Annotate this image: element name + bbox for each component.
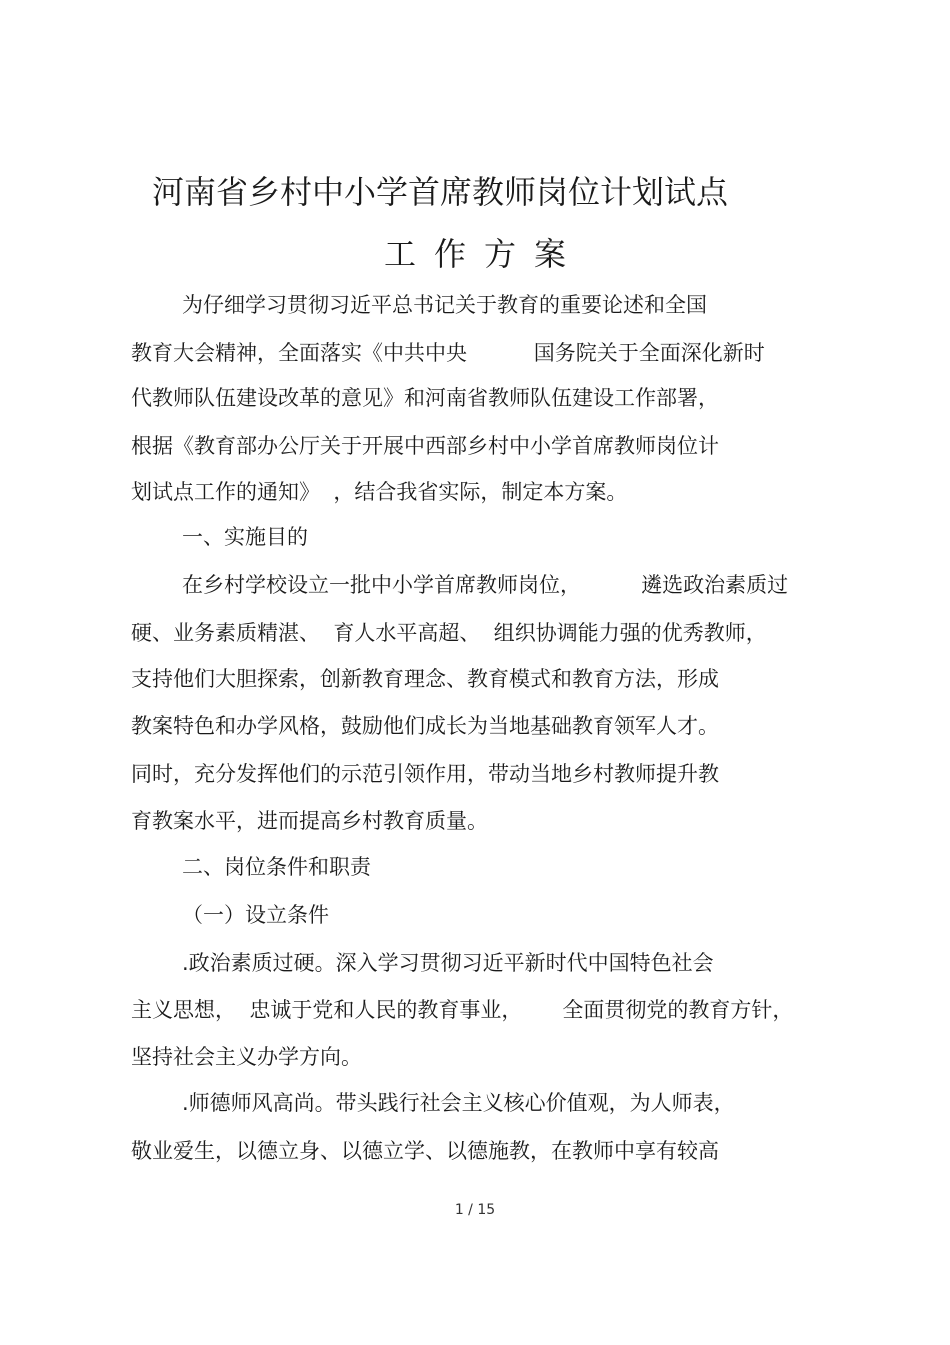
- section-heading: 一、实施目的: [182, 525, 308, 549]
- paragraph-line: .师德师风高尚。带头践行社会主义核心价值观，为人师表，: [182, 1091, 735, 1115]
- paragraph-line: 为仔细学习贯彻习近平总书记关于教育的重要论述和全国: [182, 293, 707, 317]
- paragraph-line: 敬业爱生，以德立身、以德立学、以德施教，在教师中享有较高: [131, 1139, 719, 1163]
- paragraph-line: 教案特色和办学风格，鼓励他们成长为当地基础教育领军人才。: [131, 714, 719, 738]
- section-heading: 二、岗位条件和职责: [182, 855, 371, 879]
- paragraph-line: 主义思想， 忠诚于党和人民的教育事业， 全面贯彻党的教育方针，: [131, 998, 794, 1022]
- document-subtitle: 工作方案: [383, 235, 584, 273]
- document-title: 河南省乡村中小学首席教师岗位计划试点: [152, 173, 729, 211]
- paragraph-line: 代教师队伍建设改革的意见》和河南省教师队伍建设工作部署，: [131, 386, 719, 410]
- paragraph-line: 教育大会精神，全面落实《中共中央 国务院关于全面深化新时: [131, 341, 765, 365]
- paragraph-line: 在乡村学校设立一批中小学首席教师岗位， 遴选政治素质过: [182, 573, 789, 597]
- paragraph-line: .政治素质过硬。深入学习贯彻习近平新时代中国特色社会: [182, 951, 714, 975]
- paragraph-line: 坚持社会主义办学方向。: [131, 1045, 362, 1069]
- page-number: 1 / 15: [454, 1202, 496, 1218]
- paragraph-line: 根据《教育部办公厅关于开展中西部乡村中小学首席教师岗位计: [131, 434, 719, 458]
- paragraph-line: 划试点工作的通知》 ，结合我省实际，制定本方案。: [131, 480, 628, 504]
- subsection-heading: （一）设立条件: [182, 903, 329, 927]
- paragraph-line: 支持他们大胆探索，创新教育理念、教育模式和教育方法，形成: [131, 667, 719, 691]
- paragraph-line: 同时，充分发挥他们的示范引领作用，带动当地乡村教师提升教: [131, 762, 719, 786]
- paragraph-line: 硬、业务素质精湛、 育人水平高超、 组织协调能力强的优秀教师，: [131, 621, 767, 645]
- paragraph-line: 育教案水平，进而提高乡村教育质量。: [131, 809, 488, 833]
